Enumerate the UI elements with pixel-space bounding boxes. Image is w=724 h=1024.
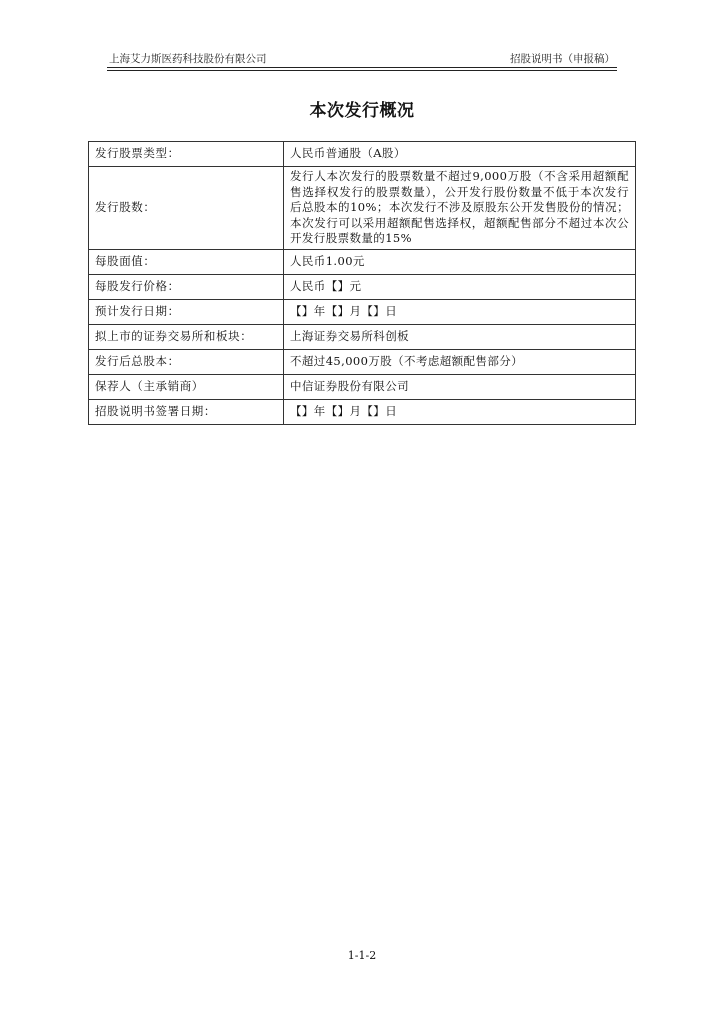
- row-label: 发行后总股本：: [89, 350, 284, 375]
- row-label: 每股面值：: [89, 250, 284, 275]
- table-row-issue-price: [89, 275, 636, 300]
- header-company-name: 上海艾力斯医药科技股份有限公司: [109, 53, 267, 65]
- table-row-stock-type: [89, 142, 636, 167]
- row-value: 发行人本次发行的股票数量不超过9,000万股（不含采用超额配售选择权发行的股票数量），公开发行股份数量不低于本次发行后总股本的10%；本次发行不涉及原股东公开发售股份的情况；本次发行可以采用超额配售选择权，超额配售部分不超过本次公开发行股票数量的15%: [284, 167, 636, 250]
- row-label: 拟上市的证券交易所和板块：: [89, 325, 284, 350]
- offering-overview-table: [88, 141, 636, 425]
- row-value: 【】年【】月【】日: [284, 300, 636, 325]
- page-header: [107, 51, 617, 67]
- table-row-par-value: [89, 250, 636, 275]
- row-value: 人民币普通股（A股）: [284, 142, 636, 167]
- row-value: 【】年【】月【】日: [284, 400, 636, 425]
- page-number: 1-1-2: [347, 949, 377, 962]
- row-label: 每股发行价格：: [89, 275, 284, 300]
- row-label: 招股说明书签署日期：: [89, 400, 284, 425]
- row-label: 保荐人（主承销商）: [89, 375, 284, 400]
- table-row-sponsor: [89, 375, 636, 400]
- table-row-share-count: [89, 167, 636, 250]
- row-label: 发行股票类型：: [89, 142, 284, 167]
- header-document-type: 招股说明书（申报稿）: [510, 53, 615, 65]
- row-value: 人民币【】元: [284, 275, 636, 300]
- header-rule-thick: [107, 67, 617, 68]
- table-row-issue-date: [89, 300, 636, 325]
- row-label: 发行股数：: [89, 167, 284, 250]
- row-value: 上海证券交易所科创板: [284, 325, 636, 350]
- table-row-total-shares: [89, 350, 636, 375]
- row-value: 人民币1.00元: [284, 250, 636, 275]
- row-label: 预计发行日期：: [89, 300, 284, 325]
- header-rule-thin: [107, 70, 617, 71]
- row-value: 中信证券股份有限公司: [284, 375, 636, 400]
- table-row-signing-date: [89, 400, 636, 425]
- page-title: 本次发行概况: [309, 101, 415, 121]
- row-value: 不超过45,000万股（不考虑超额配售部分）: [284, 350, 636, 375]
- table-row-exchange-board: [89, 325, 636, 350]
